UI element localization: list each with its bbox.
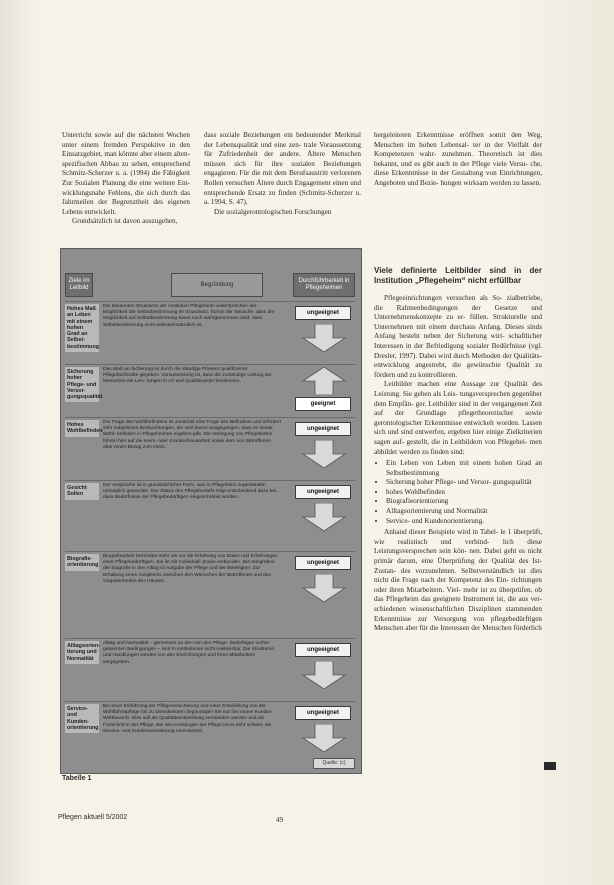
list-item: • Service- und Kundenorientierung. [386, 517, 542, 527]
col3-paragraph: hergeleiteten Erkenntnisse eröffnen somit den Weg, Menschen im hohen Lebensal- ter in der Vielfalt der Kompetenzen wahr- zunehmen. Theoretisch ist dies bekannt, und es gibt auch in der Pflege viele Versu- che, diese Erkenntnisse in der Gestaltung von Einrichtungen, Angeboten und Bezie- hungen wirksam werden zu lassen. [374, 131, 542, 187]
table-rows [65, 301, 355, 802]
row-reason-text: Bei einer Einführung der Pflegeversicherung und einer Entwicklung von der Wohlfahrtspflege hin zu Dienstleistern begünstigen Sie nun bei einem Kunden Wettbewerb. Dies soll als Qualitätsentwicklung verstanden werden und als Fortschritt in der Pflege. Bei den Leistungen der Pflege ist es sehr schwer, die Service- und Kundenorientierung umzusetzen. [103, 704, 272, 734]
down-arrow-icon [301, 440, 347, 468]
row-reason-text: Alltag und Normalität – gemessen an den von den Pflege- bedürftigen vorher gekannten Bedingungen – sind in Institutionen nicht realisierbar. Die Strukturen und Handlungen werden von den Einrichtungen und ihren Mitarbeitern vorgegeben. [103, 641, 275, 665]
row-goal-label: Service- und Kunden- orientierung [65, 704, 99, 733]
list-item: • hohes Wohlbefinden [386, 488, 542, 498]
rating-badge: ungeeignet [295, 706, 351, 720]
col3-paragraph: Pflegeeinrichtungen versuchen als So- zialbetriebe, die Rahmenbedingungen der Gesetze und Unternehmenskonzepte zu er- füllen. Strukturelle und Unternehmen mit einem durchaus Anfang. Dieses sinds Anfang besteht neben der Sicherung wirt- schaftlicher Interessen in der Befriedigung sozialer Bedürfnisse (vgl. Dresler, 1997). Dabei wird durch Methoden der Qualitäts- entwicklung angestrebt, die gewünschte Qualität zu fördern und zu kontrollieren. [374, 294, 542, 379]
table-header-reason: Begründung [171, 273, 263, 297]
list-item: • Alltagsorientierung und Normalität [386, 507, 542, 517]
text-column-3 [374, 266, 542, 634]
text-column-2 [204, 131, 361, 217]
row-goal-label: Hohes Wohlbefinden [65, 420, 99, 437]
down-arrow-icon [301, 661, 347, 689]
rating-badge: ungeeignet [295, 556, 351, 570]
down-arrow-icon [301, 324, 347, 352]
row-reason-text: Die bekannten Strukturen der institution Pflegeheim widersprechen der Möglichkeit der Selbstbestimmung im Grundsatz. Schon die Tatsache, dass die Möglichkeit auf Selbstbestimmung kaum noch wahrgenommen wird, dass Selbstbestimmung nicht selbstverständlich ist. [103, 304, 275, 328]
row-reason-text: Biografiearbeit beinhaltet mehr als nur die Erhebung von Daten und Erfahrungen einer Pflegebedürftigen. Sie ist mit Individual- praxis verbunden. Die Integration der Biografie in den Alltag ist Aufgabe der Pflege und der Beteiligten. Zur Erhaltung eines Ausgleichs zwischen den Wünschen der Betroffenen und den Gegebenheiten des Hauses. [103, 554, 278, 584]
down-arrow-icon [301, 724, 347, 752]
table-row [65, 551, 355, 638]
table-row [65, 638, 355, 701]
rating-badge: geeignet [295, 397, 351, 411]
list-item: • Sicherung hoher Pflege- und Versor- gungsqualität [386, 478, 542, 488]
leitbild-table [60, 248, 362, 774]
table-row [65, 364, 355, 417]
text-column-3-top [374, 131, 542, 189]
text-column-1 [62, 131, 190, 227]
row-goal-label: Sicherung hoher Pflege- und Versor- gungsqualität [65, 367, 99, 402]
row-reason-text: Die Frage des Wohlbefindens ist zunächst eine Frage des Befindens und erfordert sehr subjektiven Beobachtungen, die weil davon ausgegangen, dass es keiner Wohl- befinden in Pflegeheimen ergeben gibt. Die Verlegung von Pflegebetten führen hier auf die Heim- oder Krankenhausarbeit sowie dem von Betroffenen aber einen Bezug zum Heim. [103, 420, 281, 450]
table-row [65, 480, 355, 551]
row-goal-label: Hohes Maß an Leben mit einem hohen Grad an Selbst- bestimmung [65, 304, 99, 352]
col2-paragraph: dass soziale Beziehungen ein bedeutender Merkmal der Lebensqualität und eine zen- trale Voraussetzung für Zufriedenheit der andere. Ältere Menschen müssen sich für ihre sozialen Beziehungen engagieren. Für die mit dem Berufsaustritt verlorenen Rollen versuchen Ältere durch Engagement einen und entsprechende Ersatz zu finden (Schmitz-Scherzer u. a. 1994, S. 47). [204, 131, 361, 207]
down-arrow-icon [301, 574, 347, 602]
section-heading: Viele definierte Leitbilder sind in der Institution „Pflegeheim“ nicht erfüllbar [374, 266, 542, 285]
table-row [65, 301, 355, 364]
row-reason-text: Das Maß an Sicherung ist durch die ständige Präsenz qualifizierter Pflegefachkräfte gegeben. Voraussetzung ist, dass die zuständige Leitung der Menschen die Leis- tungen in Art und Qualität jeder bestimmen. [103, 367, 272, 385]
page-number: 49 [276, 816, 283, 824]
end-mark-icon [544, 762, 556, 770]
col2-paragraph: Die sozialgerontologischen Forschungen [214, 207, 332, 216]
table-row [65, 417, 355, 480]
table-row [65, 701, 355, 802]
list-item: • Ein Leben von Leben mit einem hohen Grad an Selbstbestimmung [386, 459, 542, 478]
table-header-feasibility: Durchführbarkeit in Pflegeheimen [293, 273, 355, 297]
col1-paragraph: Unterricht sowie auf die nächsten Wochen unter einem fremden Perspektive in den Einsatzgebiet, man könnte aber einem alten- spezifischen Abbau zu sehen, entsprechend Schmitz-Scherzer u. a. (1994) die Fähigkeit Zur Sozialen Planung die eine weitere Ent- wicklungsnahe Fehlens, die sich durch das Jahrmeilen der Begrenztheit des eigenen Lebens entwickelt. [62, 131, 190, 216]
col3-paragraph: Anhand dieser Beispiele wird in Tabel- le 1 überprüft, wie realistisch und verbind- lich diese Leistungsversprechen sein kön- nen. Dabei geht es nicht primär darum, eine Überprüfung der Qualität des Ist-Zustan- des vorzunehmen. Selbstverständlich ist dies nicht die Frage nach der Kompetenz des Ein- richtungen oder ihren Mitarbeitern. Viel- mehr ist zu überprüfen, ob das Pflegeheim das geeignete Instrument ist, die aus ver- schiedenen wissenschaftlichen Disziplinen stammenden Erkenntnisse zur Versorgung von pflegebedürftigen Menschen aber für die Interessen der Menschen förderlich [374, 528, 542, 633]
goal-list [374, 459, 542, 526]
rating-badge: ungeeignet [295, 306, 351, 320]
col3-paragraph: Leitbilder machen eine Aussage zur Qualität des Leistung. Sie geben als Leis- tungsversprechen gegenüber dem Empfän- ger. Leitbilder sind in der vergangenen Zeit auf der Grundlage pflegetheoretischer sowie gerontologischer Erkenntnisse entwickelt worden. Lassen sich und sind entwerfen, ergeben hier einige Zielkriterien sagen auf- gestellt, die in Leitbildern von Pflegehei- men abbildet werden zu finden sind: [374, 380, 542, 456]
row-reason-text: Der Ansprüche ist in grundsätzlicher Form, was in Pflegeheim zugestanden unmöglich geworden. Der Status des Pflegebedarfs trägt entscheidend dazu bei, dass Bedürfnisse der Pflegebedürftigen eingeschränkt werden. [103, 483, 278, 501]
journal-footer: Pflegen aktuell 5/2002 [58, 814, 128, 821]
row-goal-label: Gesicht Sollen [65, 483, 99, 500]
table-source: Quelle: (c) [313, 758, 355, 769]
rating-badge: ungeeignet [295, 643, 351, 657]
list-item: • Biografieorientierung [386, 497, 542, 507]
down-arrow-icon [301, 503, 347, 531]
rating-badge: ungeeignet [295, 422, 351, 436]
row-goal-label: Alltagsorien- tierung und Normalität [65, 641, 99, 664]
up-arrow-icon [301, 367, 347, 395]
table-caption: Tabelle 1 [62, 775, 92, 782]
table-header-goals: Ziele im Leitbild [65, 273, 93, 297]
rating-badge: ungeeignet [295, 485, 351, 499]
col1-paragraph: Grundsätzlich ist davon auszugehen, [72, 217, 178, 226]
row-goal-label: Biografie- orientierung [65, 554, 99, 571]
